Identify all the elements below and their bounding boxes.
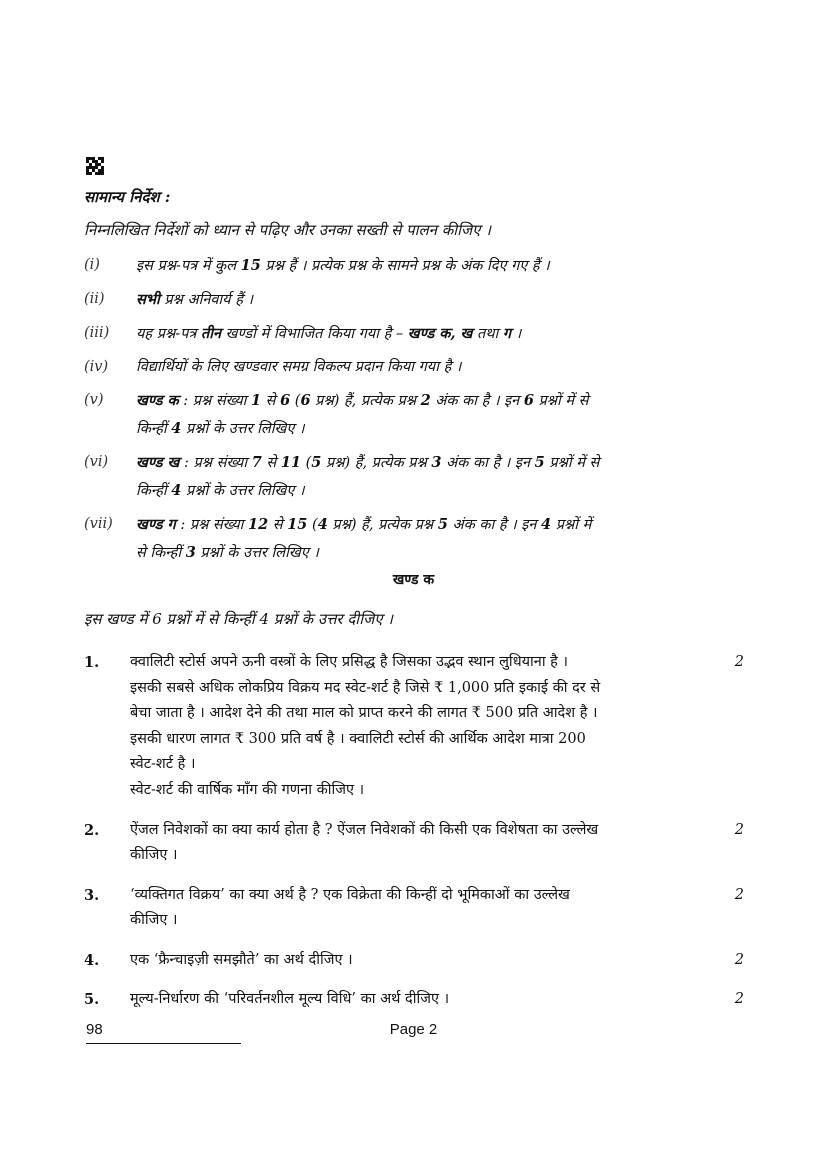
question-number: 1. <box>84 654 100 671</box>
instruction-number: (vi) <box>84 454 109 470</box>
instructions-list <box>84 252 709 573</box>
question-marks: 2 <box>734 990 744 1007</box>
question-text: एक ‘फ्रैन्चाइज़ी समझौते’ का अर्थ दीजिए । <box>130 951 353 968</box>
instructions-intro: निम्नलिखित निर्देशों को ध्यान से पढ़िए और उनका सख्ती से पालन कीजिए । <box>84 221 491 239</box>
question-text: ऐंजल निवेशकों का क्या कार्य होता है ? ऐंजल निवेशकों की किसी एक विशेषता का उल्लेख कीजिए । <box>130 821 599 864</box>
question-item <box>84 987 744 1013</box>
question-number: 5. <box>84 990 100 1008</box>
question-number: 2. <box>84 821 100 839</box>
instruction-item <box>84 286 709 314</box>
instruction-text: विद्यार्थियों के लिए खण्डवार समग्र विकल्प प्रदान किया गया है । <box>136 359 462 375</box>
question-text: क्वालिटी स्टोर्स अपने ऊनी वस्त्रों के लिए प्रसिद्ध है जिसका उद्भव स्थान लुधियाना है । इसकी सबसे अधिक लोकप्रिय विक्रय मद स्वेट-शर्ट है जिसे ₹ 1,000 प्रति इकाई की दर से बेचा जाता है । आदेश देने की तथा माल को प्राप्त करने की लागत ₹ 500 प्रति आदेश है । इसकी धारण लागत ₹ 300 प्रति वर्ष है । क्वालिटी स्टोर्स की आर्थिक आदेश मात्रा 200 स्वेट-शर्ट है । स्वेट-शर्ट की वार्षिक माँग की गणना कीजिए । <box>130 654 601 798</box>
instruction-number: (vii) <box>84 516 113 532</box>
question-item <box>84 818 744 869</box>
instruction-item <box>84 449 709 505</box>
instruction-number: (iii) <box>84 325 110 341</box>
qr-code-icon <box>86 157 104 175</box>
questions-list <box>84 650 744 1012</box>
question-text: ‘व्यक्तिगत विक्रय’ का क्या अर्थ है ? एक विक्रेता की किन्हीं दो भूमिकाओं का उल्लेख कीजिए । <box>130 886 570 929</box>
section-intro: इस खण्ड में 6 प्रश्नों में से किन्हीं 4 प्रश्नों के उत्तर दीजिए । <box>84 610 393 628</box>
footer-divider <box>86 1043 241 1044</box>
instruction-number: (v) <box>84 392 104 408</box>
instruction-text: सभी प्रश्न अनिवार्य हैं । <box>136 291 254 308</box>
question-item <box>84 948 744 974</box>
instruction-item <box>84 320 709 348</box>
instruction-item <box>84 354 709 381</box>
instruction-item <box>84 252 709 280</box>
instruction-number: (iv) <box>84 359 109 375</box>
paper-code: 98 <box>86 1021 103 1038</box>
question-marks: 2 <box>734 886 744 903</box>
question-marks: 2 <box>734 951 744 968</box>
question-number: 3. <box>84 886 100 904</box>
instruction-item <box>84 511 709 567</box>
question-marks: 2 <box>734 654 744 670</box>
instruction-text: खण्ड क : प्रश्न संख्या 1 से 6 (6 प्रश्न) हैं, प्रत्येक प्रश्न 2 अंक का है । इन 6 प्रश्नों में से किन्हीं 4 प्रश्नों के उत्तर लिखिए । <box>136 392 589 437</box>
instruction-text: खण्ड ख : प्रश्न संख्या 7 से 11 (5 प्रश्न) हैं, प्रत्येक प्रश्न 3 अंक का है । इन 5 प्रश्नों में से किन्हीं 4 प्रश्नों के उत्तर लिखिए । <box>136 454 600 499</box>
instruction-number: (ii) <box>84 291 105 307</box>
question-text: मूल्य-निर्धारण की ‘परिवर्तनशील मूल्य विधि’ का अर्थ दीजिए । <box>130 990 450 1007</box>
instruction-item <box>84 387 709 443</box>
question-item <box>84 650 744 804</box>
instruction-text: खण्ड ग : प्रश्न संख्या 12 से 15 (4 प्रश्न) हैं, प्रत्येक प्रश्न 5 अंक का है । इन 4 प्रश्नों में से किन्हीं 3 प्रश्नों के उत्तर लिखिए । <box>136 516 592 561</box>
instruction-text: इस प्रश्न-पत्र में कुल 15 प्रश्न हैं । प्रत्येक प्रश्न के सामने प्रश्न के अंक दिए गए हैं । <box>136 257 550 274</box>
instructions-title: सामान्य निर्देश : <box>84 188 171 206</box>
page-number: Page 2 <box>389 1021 438 1038</box>
instruction-text: यह प्रश्न-पत्र तीन खण्डों में विभाजित किया गया है – खण्ड क, ख तथा ग । <box>136 325 522 342</box>
question-marks: 2 <box>734 821 744 838</box>
question-number: 4. <box>84 951 100 969</box>
question-item <box>84 883 744 934</box>
instruction-number: (i) <box>84 257 100 273</box>
section-heading: खण्ड क <box>392 572 435 588</box>
